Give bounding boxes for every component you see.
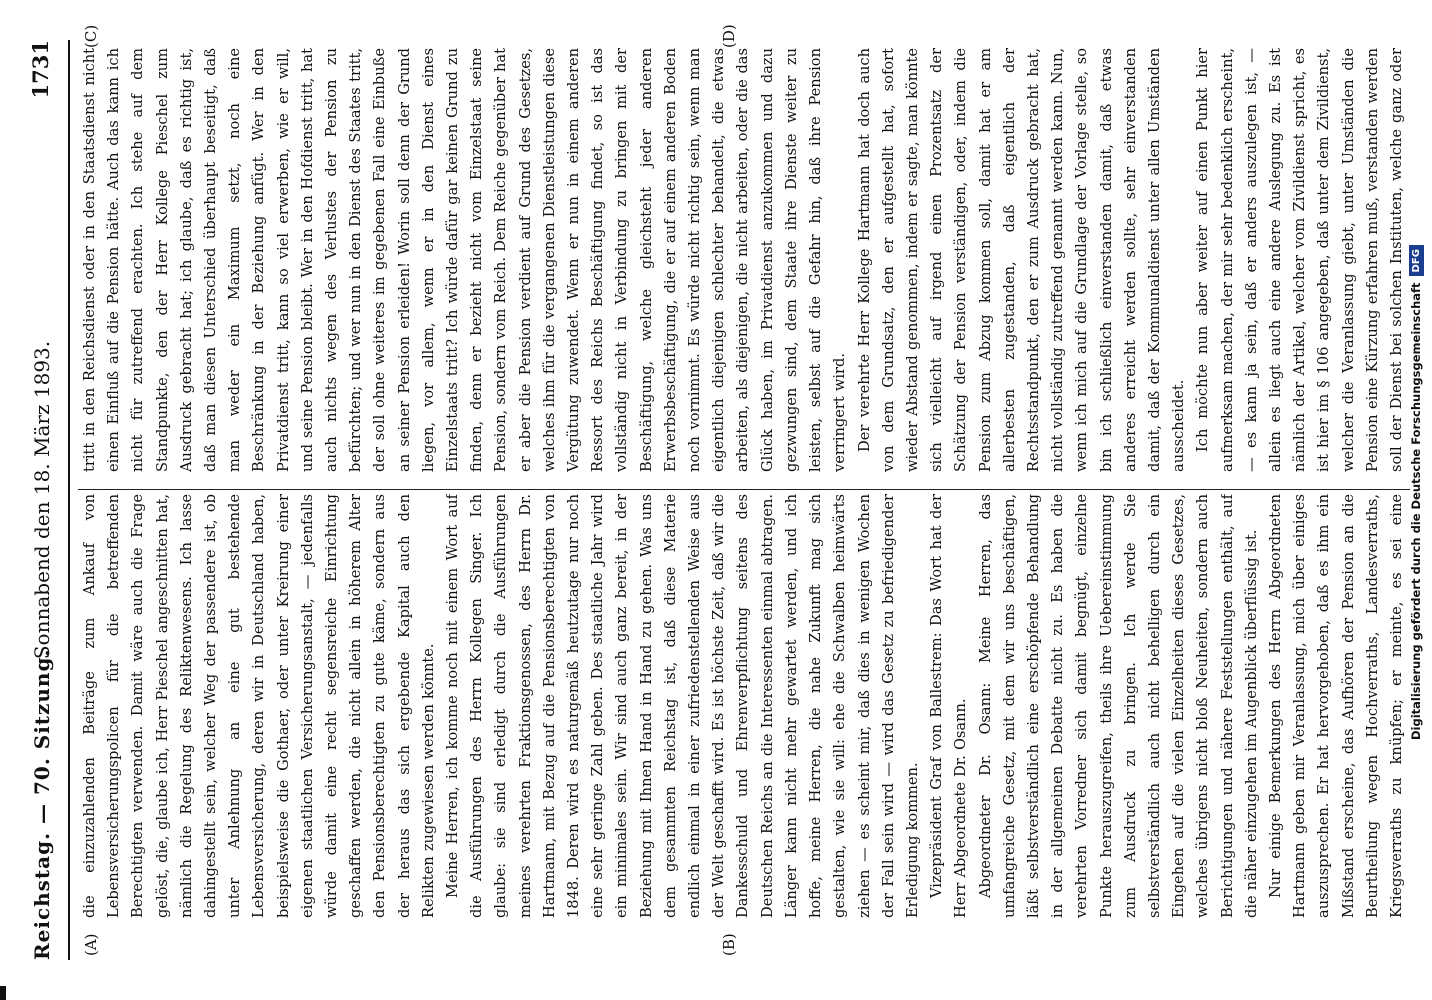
digitization-note-text: [1402, 0, 1430, 1000]
paragraph: Ich möchte nun aber weiter auf einen Punkt hier aufmerksam machen, der mir sehr bedenklich erscheint, — es kann ja sein, daß er anders auszulegen ist, — allein es liegt auch eine andere Auslegung zu. Es ist nämlich der Artikel, welcher vom Zivildienst spricht, es ist hier im § 106 angegeben, daß unter dem Zivildienst, welcher die Veranlassung giebt, unter Umständen die Pension eine Kürzung erfahren muß, verstanden werden soll der Dienst bei solchen Instituten, welche ganz oder: [1194, 48, 1405, 472]
column-divider: [78, 489, 1410, 490]
marker-b: (B): [720, 933, 738, 956]
marker-d: (D): [720, 24, 738, 48]
right-column: [78, 48, 1410, 472]
left-column: [78, 494, 1410, 918]
paragraph: Meine Herren, ich komme noch mit einem Wort auf die Ausführungen des Herrn Kollegen Singer. Ich glaube: sie sind erledigt durch die Ausführungen meines verehrten Fraktionsgenossen, des Herrn Dr. Hartmann, mit Bezug auf die Pensionsberechtigten von 1848. Deren wird es naturgemäß heutzutage nur noch eine sehr geringe Zahl geben. Des staatliche Jahr wird ein minimales sein. Wir sind auch ganz bereit, in der Beziehung mit Ihnen Hand in Hand zu gehen. Was uns dem gesammten Reichstag ist, daß diese Materie endlich einmal in einer zufriedenstellenden Weise aus der Welt geschafft wird. Es ist höchste Zeit, daß wir die Dankesschuld und Ehrenverpflichtung seitens des Deutschen Reichs an die Interessenten einmal abtragen. Länger kann nicht mehr gewartet werden, und ich hoffe, meine Herren, die nahe Zukunft mag sich gestalten, wie sie will: ehe die Schwalben heimwärts ziehen — es scheint mir, daß dies in wenigen Wochen der Fall sein wird — wird das Gesetz zu befriedigender Erledigung kommen.: [444, 494, 921, 918]
paragraph: Nur einige Bemerkungen des Herrn Abgeordneten Hartmann geben mir Veranlassung, mich über einiges auszusprechen. Er hat hervorgehoben, daß es ihm ein Mißstand erscheine, das Aufhören der Pension an die Beurtheilung wegen Hochverraths, Landesverraths, Kriegsverraths zu knüpfen; er meinte, es sei eine: [1266, 494, 1405, 918]
header-date: Sonnabend den 18. März 1893.: [30, 340, 54, 660]
page-number: 1731: [28, 40, 53, 99]
paragraph: die einzuzahlenden Beiträge zum Ankauf von Lebensversicherungspolicen für die betreffenden Berechtigten verwenden. Damit wäre auch die Frage gelöst, die, glaube ich, Herr Pieschel angeschnitten hat, nämlich die Regelung des Reliktenwesens. Ich lasse dahingestellt sein, welcher Weg der passendere ist, ob unter Anlehnung an eine gut bestehende Lebensversicherung, deren wir in Deutschland haben, beispielsweise die Gothaer, oder unter Kreirung einer eigenen staatlichen Versicherungsanstalt, — jedenfalls würde damit eine recht segensreiche Einrichtung geschaffen werden, die nicht allein in höherem Alter den Pensionsberechtigten zu gute käme, sondern aus der heraus das sich ergebende Kapital auch den Relikten zugewiesen werden könnte.: [81, 494, 437, 918]
marker-c: (C): [82, 24, 100, 48]
header-left: Reichstag. — 70. Sitzung.: [30, 648, 54, 960]
dfg-logo: DFG: [1409, 245, 1424, 276]
paragraph: Der verehrte Herr Kollege Hartmann hat doch auch von dem Grundsatz, den er aufgestellt hat, sofort wieder Abstand genommen, indem er sagte, man könnte sich vielleicht auf irgend einen Prozentsatz der Schätzung der Pension verständigen, oder, indem die Pension zum Abzug kommen soll, damit hat er am allerbesten zugestanden, daß eigentlich der Rechtsstandpunkt, den er zum Ausdruck gebracht hat, nicht vollständig zutreffend genannt werden kann. Nun, wenn ich mich auf die Grundlage der Vorlage stelle, so bin ich schließlich einverstanden damit, daß etwas anderes erreicht werden sollte, sehr einverstanden damit, daß der Kommunaldienst unter allen Umständen ausscheidet.: [855, 48, 1188, 472]
scan-corner-mark: [0, 986, 6, 1000]
digitization-note: [1402, 0, 1430, 1000]
header-rule: [68, 40, 70, 960]
funding-text: Digitalisierung gefördert durch die Deutsche Forschungsgemeinschaft: [1409, 282, 1423, 740]
paragraph: Vizepräsident Graf von Ballestrem: Das Wort hat der Herr Abgeordnete Dr. Osann.: [928, 494, 970, 918]
paragraph: tritt in den Reichsdienst oder in den Staatsdienst nicht einen Einfluß auf die Pension hätte. Auch das kann ich nicht für zutreffend erachten. Ich stehe auf dem Standpunkte, den der Herr Kollege Pieschel zum Ausdruck gebracht hat; ich glaube, daß es richtig ist, daß man diesen Unterschied überhaupt beseitigt, daß man weder ein Maximum setzt, noch eine Beschränkung in der Beziehung anfügt. Wer in den Privatdienst tritt, kann so viel erwerben, wie er will, und seine Pension bleibt. Wer in den Hofdienst tritt, hat auch nichts wegen des Verlustes der Pension zu befürchten; und wer nun in den Dienst des Staates tritt, der soll ohne weiteres im gegebenen Fall eine Einbuße an seiner Pension erleiden! Worin soll denn der Grund liegen, vor allem, wenn er in den Dienst eines Einzelstaats tritt? Ich würde dafür gar keinen Grund zu finden, denn er bezieht nicht vom Einzelstaat seine Pension, sondern vom Reich. Dem Reiche gegenüber hat er aber die Pension verdient auf Grund des Gesetzes, welches ihm für die vergangenen Dienstleistungen diese Vergütung zuwendet. Wenn er nun in einem anderen Ressort des Reichs Beschäftigung findet, so ist das vollständig nicht in Verbindung zu bringen mit der Beschäftigung, welche gleichsteht jeder anderen Erwerbsbeschäftigung, die er auf einem anderen Boden noch vornimmt. Es würde nicht richtig sein, wenn man eigentlich diejenigen schlechter behandelt, die etwas arbeiten, als diejenigen, die nicht arbeiten, oder die das Glück haben, im Privatdienst anzukommen und dazu gezwungen sind, dem Staate ihre Dienste weiter zu leisten, selbst auf die Gefahr hin, daß ihre Pension verringert wird.: [81, 48, 849, 472]
paragraph: Abgeordneter Dr. Osann: Meine Herren, das umfangreiche Gesetz, mit dem wir uns beschäftigen, läßt selbstverständlich eine erschöpfende Behandlung in der allgemeinen Debatte nicht zu. Es haben die verehrten Vorredner sich damit begnügt, einzelne Punkte herauszugreifen, theils ihre Uebereinstimmung zum Ausdruck zu bringen. Ich werde Sie selbstverständlich auch nicht behelligen durch ein Eingehen auf die vielen Einzelheiten dieses Gesetzes, welches übrigens nicht bloß Neuheiten, sondern auch Berichtigungen und nähere Feststellungen enthält, auf die näher einzugehen im Augenblick überflüssig ist.: [976, 494, 1260, 918]
marker-a: (A): [82, 933, 100, 956]
page-header: [22, 40, 62, 960]
